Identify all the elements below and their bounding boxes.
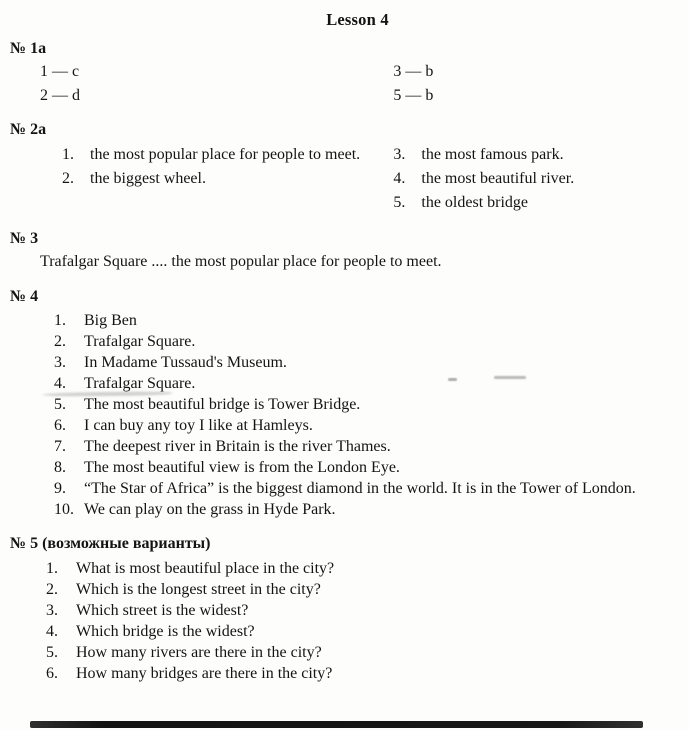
item-text: Trafalgar Square. (84, 333, 196, 350)
item-number: 5. (54, 396, 66, 413)
section-2a-columns (10, 143, 671, 215)
item-text: the most beautiful river. (421, 170, 575, 187)
item-text: the oldest bridge (421, 194, 529, 211)
section-3-heading: № 3 (10, 230, 39, 247)
item-number: 9. (54, 480, 66, 497)
list-item (393, 143, 671, 167)
item-number: 5. (393, 194, 406, 211)
list-item (10, 415, 671, 436)
item-number: 3. (46, 602, 58, 619)
section-5-heading: № 5 (возможные варианты) (10, 535, 211, 552)
section-4 (10, 285, 671, 520)
list-item (10, 436, 671, 457)
list-item (10, 310, 671, 331)
list-item (10, 457, 671, 478)
list-item (10, 642, 671, 663)
section-1a-heading: № 1a (10, 40, 47, 57)
page-title: Lesson 4 (326, 10, 389, 29)
matching-answer: 3 — b (393, 63, 434, 80)
item-number: 3. (54, 354, 66, 371)
item-text: the most popular place for people to meet. (90, 146, 361, 163)
item-number: 8. (54, 459, 66, 476)
item-number: 6. (54, 417, 66, 434)
item-number: 4. (46, 623, 58, 640)
list-item (10, 600, 671, 621)
item-number: 6. (46, 665, 58, 682)
item-number: 1. (46, 560, 58, 577)
list-item (10, 373, 671, 394)
item-number: 5. (46, 644, 58, 661)
item-text: “The Star of Africa” is the biggest diamond in the world. It is in the Tower of London. (84, 480, 636, 497)
item-number: 3. (393, 146, 406, 163)
list-item (10, 558, 671, 579)
scan-smudge (494, 376, 526, 379)
scan-smudge (448, 378, 457, 381)
section-2a-heading: № 2a (10, 121, 47, 138)
section-1a-left-column (10, 60, 393, 108)
matching-answer: 1 — c (40, 63, 80, 80)
item-number: 2. (54, 333, 66, 350)
section-5 (10, 532, 671, 684)
list-item (393, 191, 671, 215)
item-text: Which street is the widest? (76, 602, 249, 619)
list-item (10, 663, 671, 684)
item-text: We can play on the grass in Hyde Park. (84, 501, 336, 518)
item-text: Which is the longest street in the city? (76, 581, 321, 598)
scan-edge-artifact (30, 721, 643, 728)
section-4-heading: № 4 (10, 288, 39, 305)
section-3 (10, 227, 671, 273)
item-number: 1. (54, 312, 66, 329)
item-text: The deepest river in Britain is the river Thames. (84, 438, 391, 455)
item-text: the biggest wheel. (90, 170, 206, 187)
item-text: In Madame Tussaud's Museum. (84, 354, 287, 371)
item-text: How many bridges are there in the city? (76, 665, 333, 682)
item-text: How many rivers are there in the city? (76, 644, 322, 661)
item-number: 4. (54, 375, 66, 392)
item-text: Big Ben (84, 312, 137, 329)
list-item (10, 394, 671, 415)
item-text: What is most beautiful place in the city? (76, 560, 335, 577)
list-item (10, 167, 393, 191)
list-item (393, 167, 671, 191)
item-text: The most beautiful bridge is Tower Bridge. (84, 396, 361, 413)
section-2a (10, 118, 671, 215)
item-text: Which bridge is the widest? (76, 623, 255, 640)
item-number: 10. (54, 501, 74, 518)
section-1a-columns (10, 60, 671, 108)
list-item (10, 579, 671, 600)
matching-answer: 5 — b (393, 87, 434, 104)
section-1a (10, 37, 671, 108)
matching-answer: 2 — d (40, 87, 80, 104)
item-text: the most famous park. (421, 146, 564, 163)
item-text: The most beautiful view is from the London Eye. (84, 459, 400, 476)
section-3-answer: Trafalgar Square .... the most popular place for people to meet. (40, 253, 442, 270)
item-number: 2. (46, 581, 58, 598)
list-item (10, 621, 671, 642)
item-number: 7. (54, 438, 66, 455)
list-item (10, 331, 671, 352)
section-2a-left-column (10, 143, 393, 215)
section-2a-right-column (393, 143, 671, 215)
section-1a-right-column (393, 60, 671, 108)
item-text: Trafalgar Square. (84, 375, 196, 392)
item-text: I can buy any toy I like at Hamleys. (84, 417, 313, 434)
list-item (10, 478, 671, 499)
item-number: 4. (393, 170, 406, 187)
item-number: 2. (62, 170, 74, 187)
item-number: 1. (62, 146, 74, 163)
list-item (10, 143, 393, 167)
list-item (10, 352, 671, 373)
list-item (10, 499, 671, 520)
